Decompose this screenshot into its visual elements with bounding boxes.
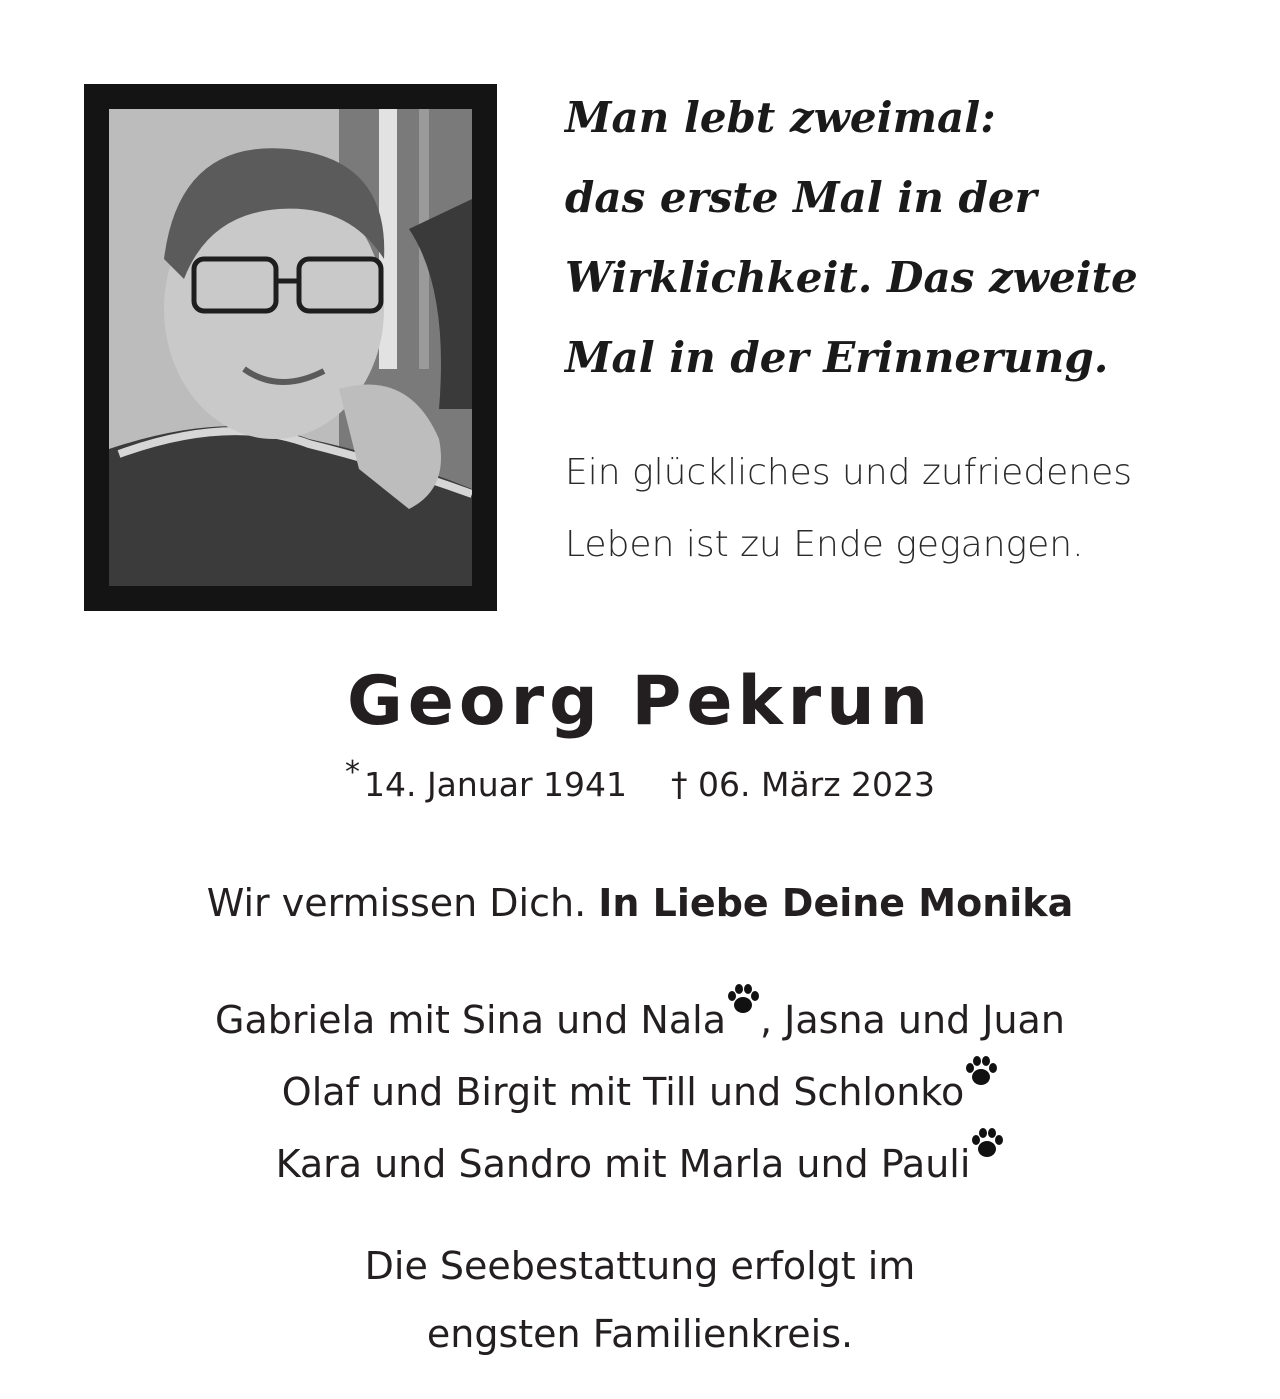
burial-notice	[0, 1232, 1280, 1368]
death-date: 06. März 2023	[698, 765, 936, 804]
mourners-line	[0, 881, 1280, 925]
deceased-name: Georg Pekrun	[346, 662, 934, 741]
subtitle-line: Leben ist zu Ende gegangen.	[565, 524, 1084, 565]
family-line	[0, 1055, 1280, 1127]
paw-print-icon	[970, 1127, 1004, 1159]
portrait-illustration	[109, 109, 472, 586]
family-text: Kara und Sandro mit Marla und Pauli	[275, 1142, 971, 1186]
burial-line: engsten Familienkreis.	[426, 1312, 854, 1356]
family-text: Gabriela mit Sina und Nala	[215, 998, 726, 1042]
paw-print-icon	[726, 983, 760, 1015]
family-list	[0, 983, 1280, 1199]
family-line	[0, 983, 1280, 1055]
birth-symbol: *	[344, 755, 360, 790]
mourners-intro: Wir vermissen Dich.	[206, 881, 587, 925]
family-text: Olaf und Birgit mit Till und Schlonko	[281, 1070, 965, 1114]
quote-line: Mal in der Erinnerung.	[565, 333, 1109, 382]
family-text: , Jasna und Juan	[760, 998, 1065, 1042]
birth-date: 14. Januar 1941	[363, 765, 627, 804]
portrait-photo	[106, 106, 475, 589]
family-line	[0, 1127, 1280, 1199]
quote-line: das erste Mal in der	[565, 173, 1037, 222]
burial-line: Die Seebestattung erfolgt im	[364, 1244, 916, 1288]
life-dates	[0, 755, 1280, 804]
subtitle-line: Ein glückliches und zufriedenes	[565, 452, 1133, 493]
memorial-quote	[565, 78, 1185, 398]
memorial-subtitle	[565, 437, 1225, 581]
portrait-frame	[84, 84, 497, 611]
quote-line: Man lebt zweimal:	[565, 93, 996, 142]
mourners-signature: In Liebe Deine Monika	[598, 881, 1074, 925]
death-symbol: †	[671, 765, 688, 804]
quote-line: Wirklichkeit. Das zweite	[565, 253, 1138, 302]
paw-print-icon	[964, 1055, 998, 1087]
